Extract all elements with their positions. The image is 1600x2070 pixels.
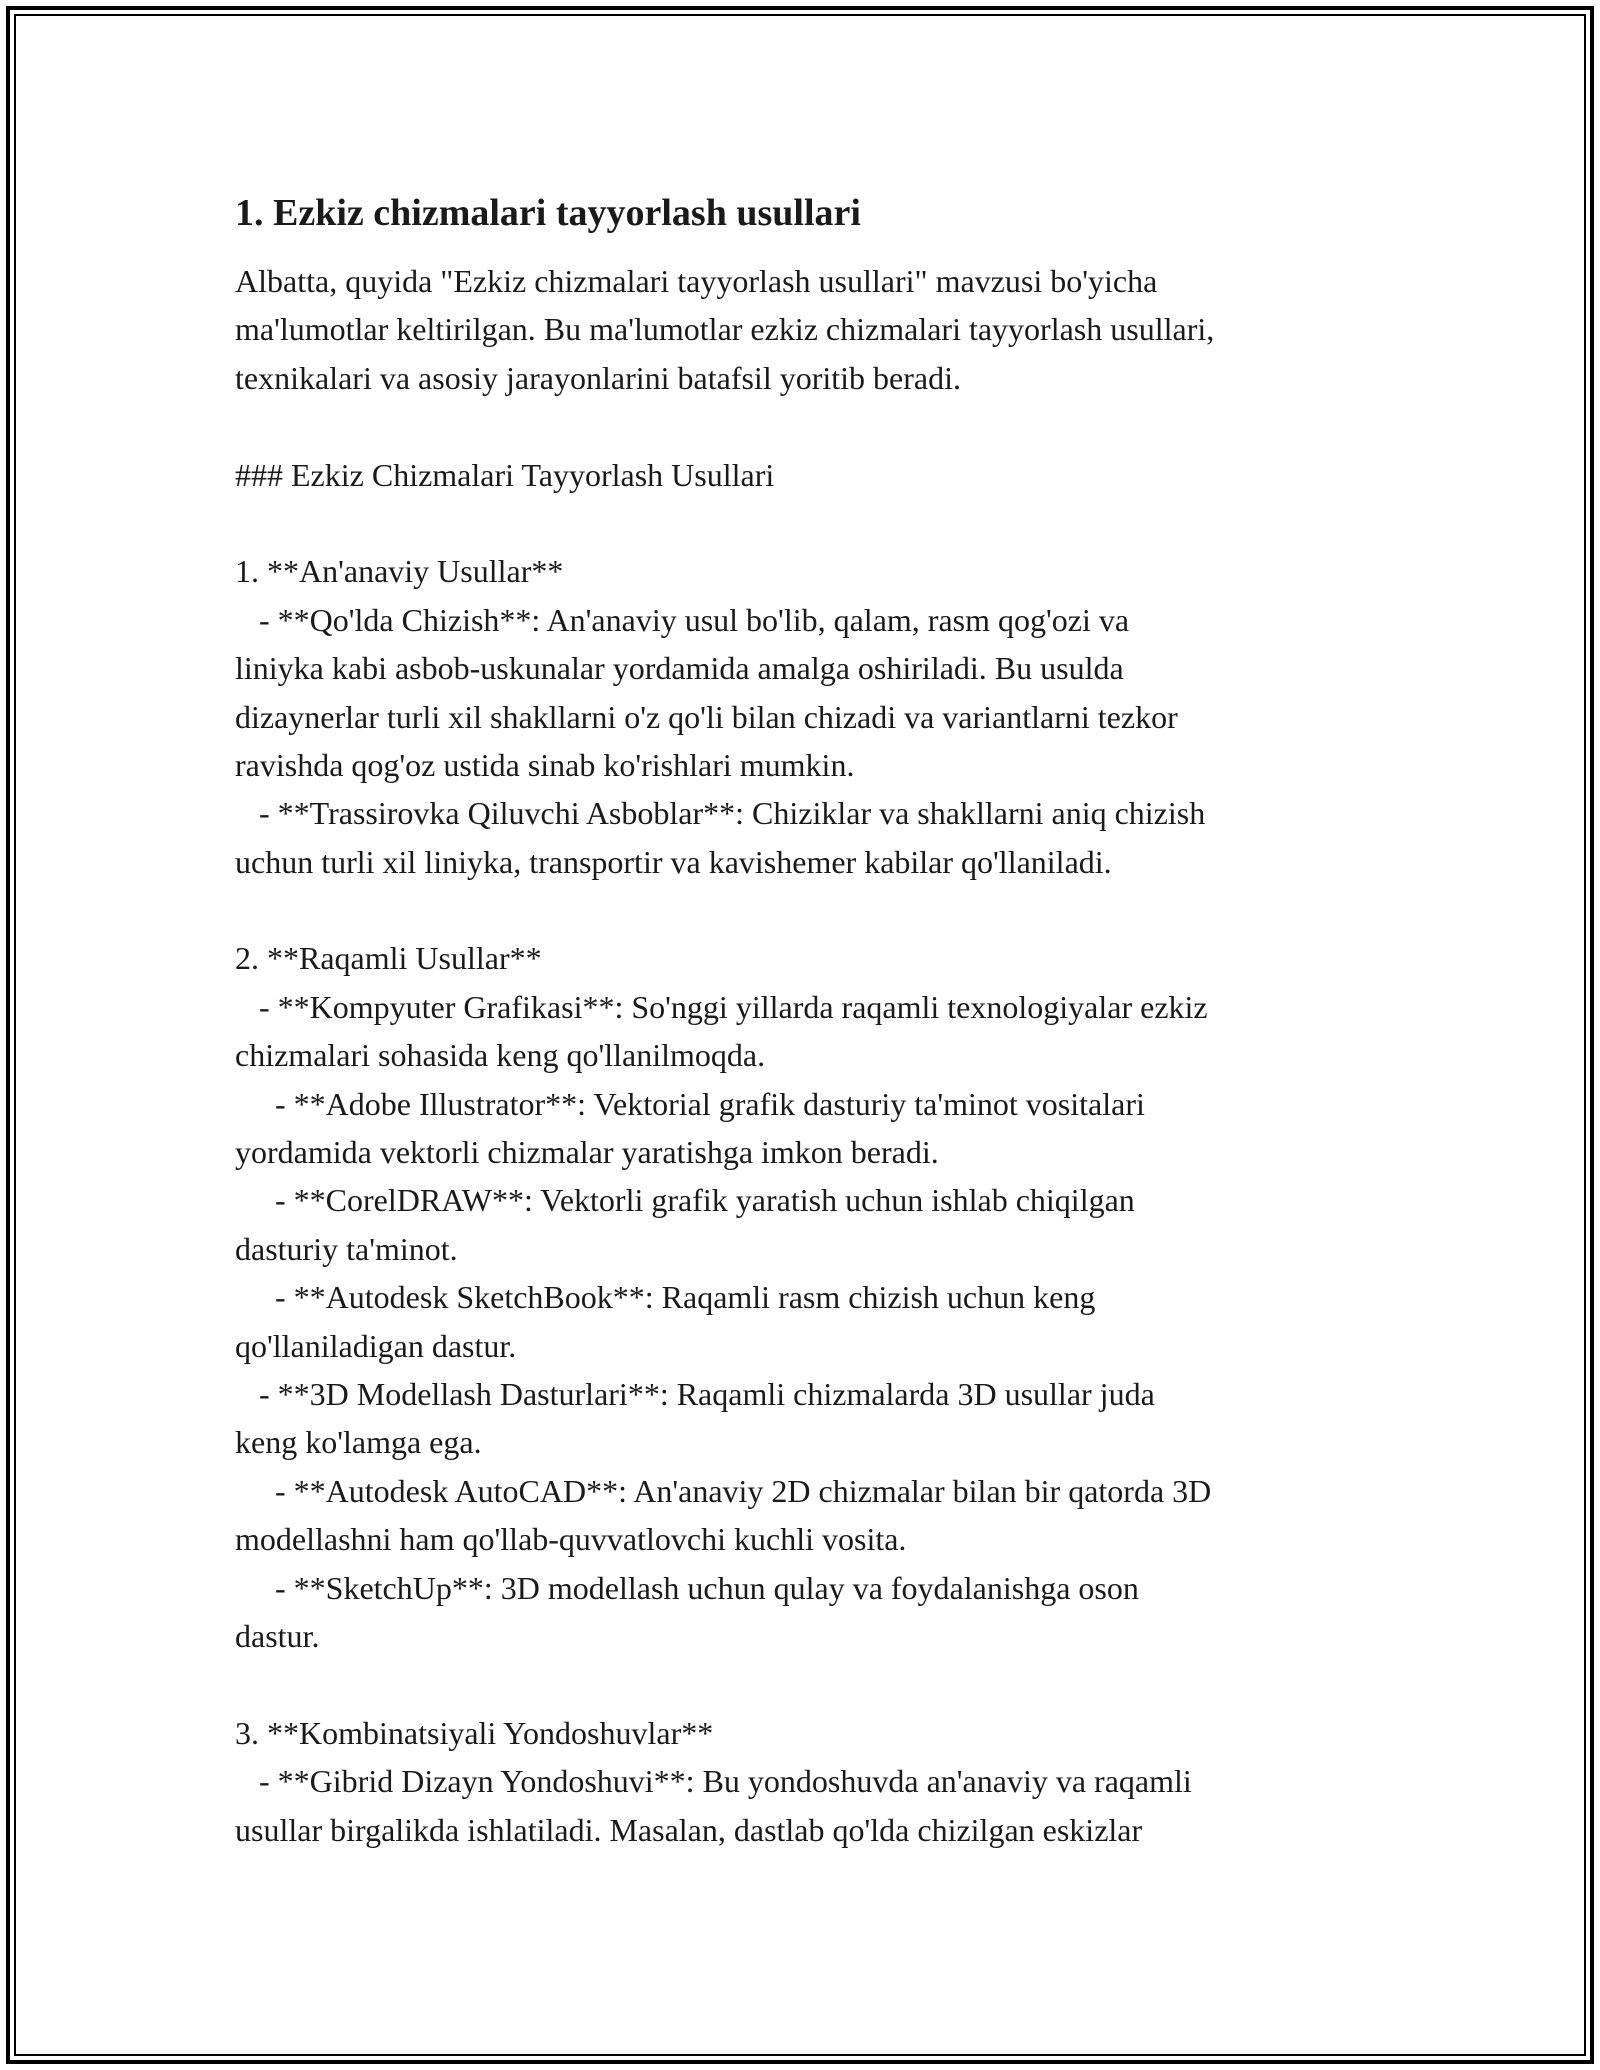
- text-line: - **CorelDRAW**: Vektorli grafik yaratish uchun ishlab chiqilgan: [235, 1182, 1135, 1219]
- text-line: yordamida vektorli chizmalar yaratishga imkon beradi.: [235, 1134, 939, 1171]
- list-item-heading: 1. **An'anaviy Usullar**: [235, 553, 564, 590]
- text-line: ma'lumotlar keltirilgan. Bu ma'lumotlar ezkiz chizmalari tayyorlash usullari,: [235, 311, 1215, 348]
- text-line: - **Autodesk SketchBook**: Raqamli rasm chizish uchun keng: [235, 1279, 1096, 1316]
- text-line: usullar birgalikda ishlatiladi. Masalan, dastlab qo'lda chizilgan eskizlar: [235, 1811, 1143, 1848]
- text-line: liniyka kabi asbob-uskunalar yordamida amalga oshiriladi. Bu usulda: [235, 650, 1124, 687]
- text-line: modellashni ham qo'llab-quvvatlovchi kuchli vosita.: [235, 1521, 907, 1558]
- blank-line: [235, 1660, 1375, 1708]
- text-line: - **Gibrid Dizayn Yondoshuvi**: Bu yondoshuvda an'anaviy va raqamli: [235, 1763, 1192, 1800]
- text-line: Albatta, quyida "Ezkiz chizmalari tayyorlash usullari" mavzusi bo'yicha: [235, 263, 1158, 299]
- section-heading-line: ### Ezkiz Chizmalari Tayyorlash Usullari: [235, 456, 775, 493]
- text-line: ravishda qog'oz ustida sinab ko'rishlari mumkin.: [235, 746, 855, 783]
- text-line: dastur.: [235, 1617, 320, 1654]
- text-line: - **3D Modellash Dasturlari**: Raqamli chizmalarda 3D usullar juda: [235, 1375, 1155, 1412]
- blank-line: [235, 886, 1375, 934]
- text-line: - **SketchUp**: 3D modellash uchun qulay va foydalanishga oson: [235, 1569, 1139, 1606]
- text-line: - **Kompyuter Grafikasi**: So'nggi yillarda raqamli texnologiyalar ezkiz: [235, 988, 1208, 1025]
- list-item-heading: 2. **Raqamli Usullar**: [235, 940, 542, 977]
- text-line: chizmalari sohasida keng qo'llanilmoqda.: [235, 1037, 766, 1074]
- body-text: [235, 257, 1375, 1854]
- text-line: keng ko'lamga ega.: [235, 1424, 482, 1461]
- list-item-heading: 3. **Kombinatsiyali Yondoshuvlar**: [235, 1714, 714, 1751]
- document-body: [235, 187, 1375, 1854]
- text-line: - **Qo'lda Chizish**: An'anaviy usul bo'lib, qalam, rasm qog'ozi va: [235, 601, 1130, 638]
- page-title: 1. Ezkiz chizmalari tayyorlash usullari: [235, 192, 861, 234]
- blank-line: [235, 499, 1375, 547]
- text-line: uchun turli xil liniyka, transportir va kavishemer kabilar qo'llaniladi.: [235, 843, 1112, 880]
- text-line: dasturiy ta'minot.: [235, 1230, 458, 1267]
- text-line: - **Adobe Illustrator**: Vektorial grafik dasturiy ta'minot vositalari: [235, 1085, 1145, 1122]
- text-line: texnikalari va asosiy jarayonlarini batafsil yoritib beradi.: [235, 359, 961, 396]
- text-line: qo'llaniladigan dastur.: [235, 1327, 517, 1364]
- text-line: dizaynerlar turli xil shakllarni o'z qo'li bilan chizadi va variantlarni tezkor: [235, 698, 1178, 735]
- text-line: - **Autodesk AutoCAD**: An'anaviy 2D chizmalar bilan bir qatorda 3D: [235, 1472, 1212, 1509]
- blank-line: [235, 402, 1375, 450]
- text-line: - **Trassirovka Qiluvchi Asboblar**: Chiziklar va shakllarni aniq chizish: [235, 795, 1206, 832]
